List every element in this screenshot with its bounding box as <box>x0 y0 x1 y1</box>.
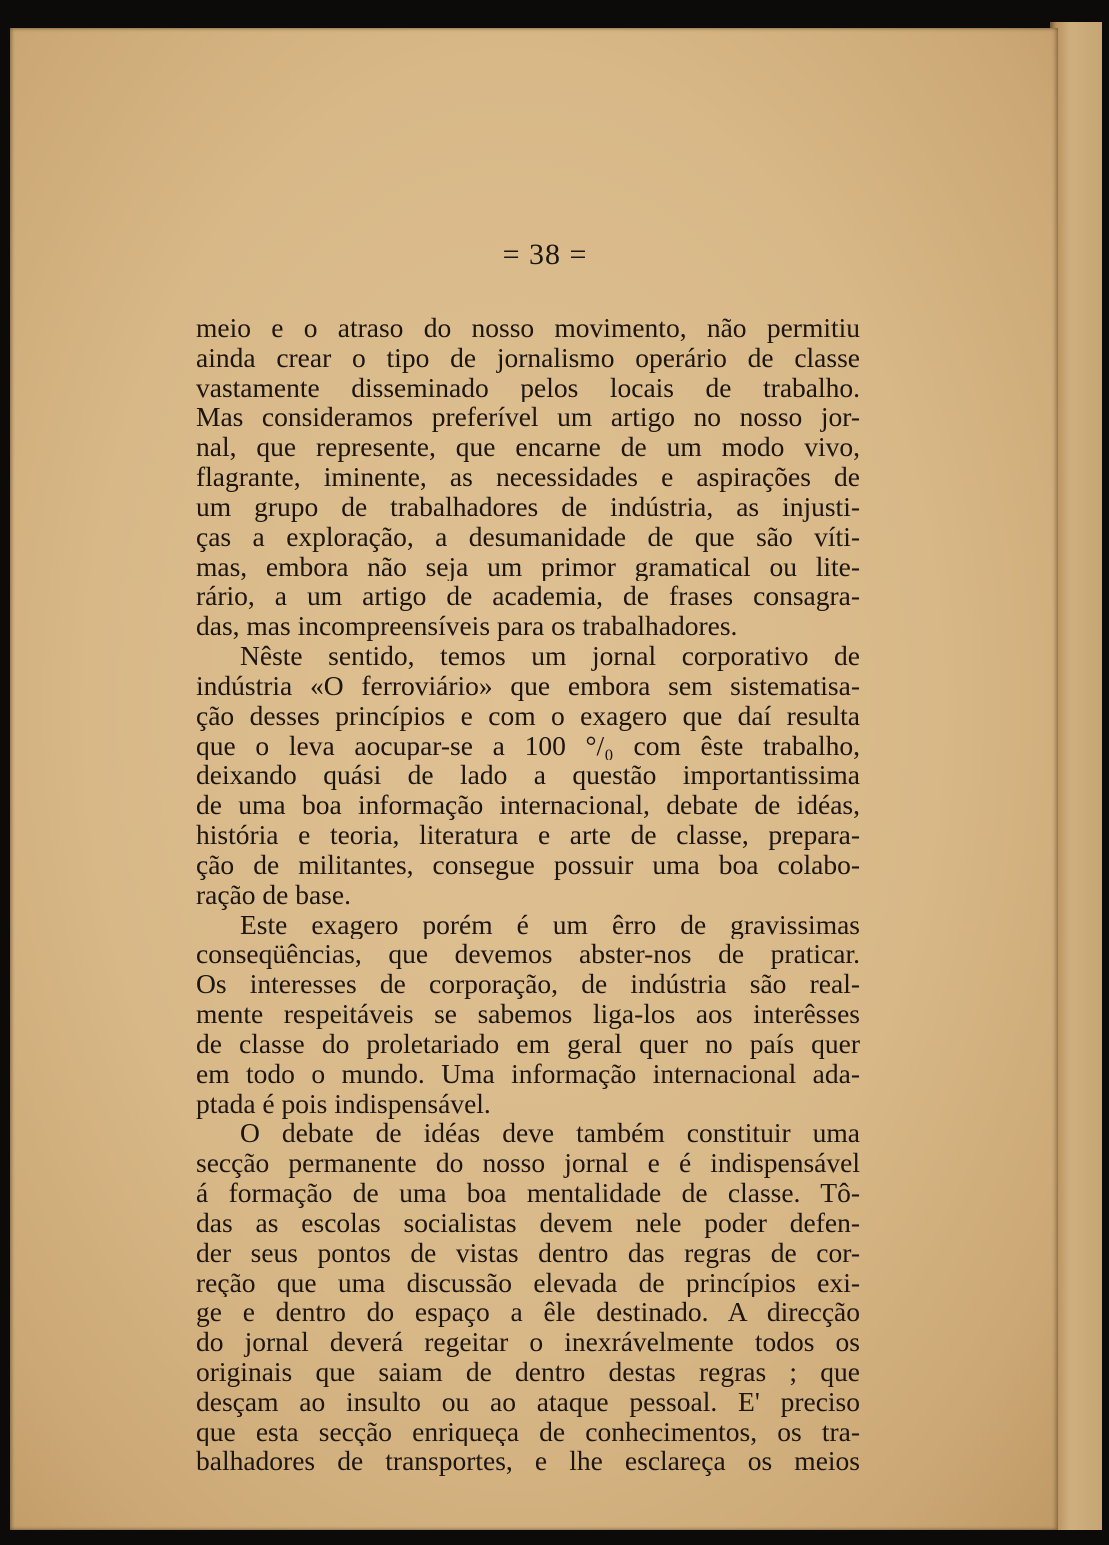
paragraph-start-line: O debate de idéas deve também constituir uma <box>240 1118 860 1149</box>
text-line: de uma boa informação internacional, debate de idéas, <box>196 790 860 821</box>
body-text <box>196 313 860 1476</box>
text-line: ção desses princípios e com o exagero que daí resulta <box>196 700 860 731</box>
text-line: Os interesses de corporação, de indústria são real- <box>196 969 860 1000</box>
text-line: que esta secção enriqueça de conhecimentos, os tra- <box>196 1416 860 1447</box>
text-line: meio e o atraso do nosso movimento, não permitiu <box>196 313 860 343</box>
text-line: á formação de uma boa mentalidade de classe. Tô- <box>196 1178 860 1208</box>
page-number: = 38 = <box>502 238 588 271</box>
text-line: ração de base. <box>196 878 351 910</box>
text-line: de classe do proletariado em geral quer no país quer <box>196 1028 860 1059</box>
text-line: conseqüências, que devemos abster-nos de praticar. <box>196 939 860 970</box>
paragraph-start-line: Este exagero porém é um êrro de gravissimas <box>240 909 860 940</box>
text-line: mas, embora não seja um primor gramatical ou lite- <box>196 551 860 582</box>
text-line: história e teoria, literatura e arte de classe, prepara- <box>196 820 860 850</box>
text-line: reção que uma discussão elevada de princípios exi- <box>196 1267 860 1298</box>
text-line: ge e dentro do espaço a êle destinado. A direcção <box>196 1297 860 1328</box>
text-line: rário, a um artigo de academia, de frases consagra- <box>196 581 860 612</box>
text-line: balhadores de transportes, e lhe esclareça os meios <box>196 1446 860 1477</box>
text-line: flagrante, iminente, as necessidades e aspirações de <box>196 462 860 492</box>
text-line: que o leva aocupar-se a 100 °/₀ com êste trabalho, <box>196 730 860 761</box>
text-line: ptada é pois indispensável. <box>196 1087 491 1119</box>
text-line: nal, que represente, que encarne de um modo vivo, <box>196 432 860 463</box>
text-line: mente respeitáveis se sabemos liga-los aos interêsses <box>196 999 860 1029</box>
book-page <box>10 28 1058 1530</box>
text-line: ças a exploração, a desumanidade de que são víti- <box>196 521 860 552</box>
text-line: um grupo de trabalhadores de indústria, as injusti- <box>196 491 860 522</box>
text-line: das as escolas socialistas devem nele poder defen- <box>196 1207 860 1238</box>
text-line: originais que saiam de dentro destas regras ; que <box>196 1356 860 1387</box>
text-line: indústria «O ferroviário» que embora sem sistematisa- <box>196 670 860 701</box>
text-line: desçam ao insulto ou ao ataque pessoal. E' preciso <box>196 1386 860 1417</box>
text-line: der seus pontos de vistas dentro das regras de cor- <box>196 1237 860 1268</box>
text-line: das, mas incompreensíveis para os trabalhadores. <box>196 610 738 642</box>
text-line: ainda crear o tipo de jornalismo operário de classe <box>196 342 860 373</box>
text-line: do jornal deverá regeitar o inexrávelmente todos os <box>196 1327 860 1357</box>
text-line: deixando quási de lado a questão importantissima <box>196 760 860 791</box>
text-line: vastamente disseminado pelos locais de trabalho. <box>196 372 860 403</box>
paragraph-start-line: Nêste sentido, temos um jornal corporativo de <box>240 641 860 671</box>
text-line: secção permanente do nosso jornal e é indispensável <box>196 1148 860 1179</box>
text-line: Mas consideramos preferível um artigo no nosso jor- <box>196 402 860 433</box>
text-line: em todo o mundo. Uma informação internacional ada- <box>196 1058 860 1089</box>
text-line: ção de militantes, consegue possuir uma boa colabo- <box>196 849 860 880</box>
